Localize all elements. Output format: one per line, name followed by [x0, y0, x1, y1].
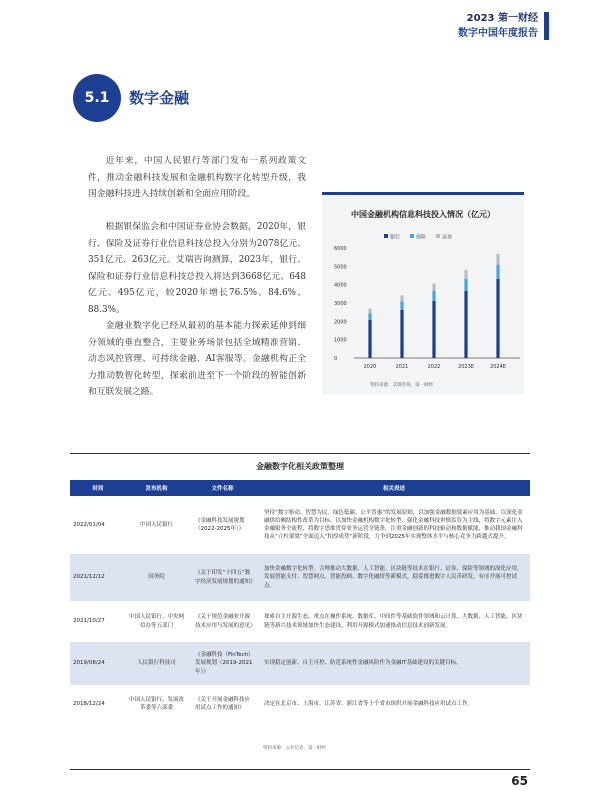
table-row [70, 642, 530, 685]
cell-date: 2019/08/24 [70, 642, 126, 685]
header-subtitle: 数字中国年度报告 [458, 28, 538, 39]
column-header-doc: 文件名称 [187, 480, 258, 496]
x-tick-label: 2020 [363, 364, 377, 370]
cell-doc: 《关于规范金融业开源技术应用与发展的意见》 [195, 614, 256, 629]
running-header [458, 11, 538, 41]
column-header-date: 时间 [70, 480, 126, 496]
y-tick-label: 5000 [334, 264, 347, 271]
stacked-bar-chart [322, 226, 524, 376]
bar-segment-证券 [464, 270, 467, 279]
column-header-org: 发布机构 [126, 480, 187, 496]
policy-table [70, 480, 530, 723]
bar-segment-银行 [368, 320, 371, 358]
bar-segment-保险 [368, 313, 371, 319]
bar-segment-银行 [432, 301, 435, 358]
cell-org: 中国人民银行、中央网信办等五部门 [129, 614, 185, 629]
cell-desc: 探索自主开源生态，重点在操作系统、数据库、中间件等基础软件领域和云计算、大数据、人工智能、区块链等新兴技术领域加快生态建设，利用开源模式加速推动信息技术创新发展。 [264, 614, 523, 629]
bar-segment-证券 [432, 284, 435, 291]
chart-title: 中国金融机构信息科技投入情况（亿元） [351, 210, 495, 219]
bar-segment-保险 [432, 291, 435, 301]
paragraph-1: 近年来，中国人民银行等部门发布一系列政策文件，推动金融科技发展和金融机构数字化转型升级，我国金融科技进入持续创新和全面应用阶段。 [88, 156, 306, 200]
chart-source: 资料来源：艾瑞咨询，第一财经 [370, 383, 433, 388]
bar-segment-证券 [496, 254, 499, 265]
x-tick-label: 2021 [395, 364, 409, 370]
x-tick-label: 2024E [490, 364, 506, 370]
cell-desc: 坚持“数字驱动、智慧为民、绿色低碳、公平普惠”的发展原则，以加强金融数据要素应用为基础，以深化金融供给侧结构性改革为目标，以加快金融机构数字化转型、强化金融科技审慎监管为主线，将数字元素注入金融服务全流程，将数字思维贯穿业务运营全链条，注重金融创新的科技驱动和数据赋能，推动我国金融科技从“立柱架梁”全面迈入“积厚成势”新阶段，力争到2025年实现整体水平与核心竞争力跨越式提升。 [264, 509, 523, 541]
cell-org: 中国人民银行、发展改革委等六部委 [129, 696, 185, 711]
cell-doc: 《关于印发“十四五”数字经济发展规划的通知》 [187, 554, 258, 601]
bar-segment-保险 [400, 302, 403, 310]
x-tick-label: 2022 [427, 364, 441, 370]
cell-doc: 《关于开展金融科技应用试点工作的通知》 [195, 696, 251, 711]
legend-label: 保险 [416, 234, 427, 241]
cell-desc: 实现稳定创新、自主可控、防范系统性金融风险作为金融IT基础建设的关键目标。 [258, 642, 530, 685]
legend-swatch [436, 234, 440, 238]
bar-segment-证券 [400, 295, 403, 301]
table-title: 金融数字化相关政策整理 [256, 462, 344, 471]
table-row [70, 601, 530, 642]
header-title: 2023 第一财经 [466, 13, 538, 24]
y-tick-label: 2000 [334, 319, 347, 326]
table-row [70, 685, 530, 723]
bar-segment-银行 [496, 279, 499, 358]
y-tick-label: 1000 [334, 337, 347, 344]
y-tick-label: 0 [334, 356, 338, 362]
table-row [70, 496, 530, 554]
y-tick-label: 3000 [334, 301, 347, 307]
cell-org: 国务院 [126, 554, 187, 601]
cell-date: 2018/12/24 [73, 700, 105, 707]
header-accent-bar [544, 12, 549, 40]
table-row [70, 554, 530, 601]
column-header-desc: 相关表述 [258, 480, 530, 496]
x-tick-label: 2023E [458, 364, 474, 370]
legend-swatch [410, 234, 414, 238]
section-number-badge: 5.1 [73, 74, 121, 122]
cell-date: 2021/10/27 [73, 618, 105, 625]
table-top-rule [70, 453, 530, 454]
page-bottom-rule [70, 769, 530, 770]
bar-segment-银行 [400, 310, 403, 358]
page-number: 65 [511, 774, 528, 788]
legend-label: 银行 [390, 234, 401, 241]
legend-swatch [384, 234, 388, 238]
paragraph-3: 金融业数字化已经从最初的基本能力探索延伸到细分领域的垂直整合，主要业务场景包括全域精准营销、动态风控管理、可持续金融、AI客服等。金融机构正全力推动数智化转型，探索前进至下一个阶段的智能创新和互联发展之路。 [88, 321, 306, 398]
cell-date: 2021/12/12 [70, 554, 126, 601]
section-title: 数字金融 [129, 89, 190, 107]
cell-org: 人民银行科技司 [126, 642, 187, 685]
bar-segment-保险 [464, 279, 467, 291]
y-tick-label: 4000 [334, 282, 347, 289]
bar-segment-银行 [464, 291, 467, 358]
legend-label: 证券 [442, 234, 453, 241]
cell-doc: 《金融科技（FinTech）发展规划（2019-2021年）》 [187, 642, 258, 685]
table-source: 资料来源：公开信息，第一财经 [263, 746, 326, 751]
cell-desc: 决定在北京市、上海市、江苏省、浙江省等十个省市组织开展金融科技应用试点工作。 [264, 700, 474, 707]
paragraph-2: 根据银保监会和中国证券业协会数据，2020年，银行、保险及证券行业信息科技总投入分别为2078亿元、351亿元、263亿元。艾瑞咨询测算，2023年，银行、保险和证券行业信息科技总投入将达到3668亿元、648亿元、495亿元，较2020年增长76.5%、84.6%、88.3%。 [88, 222, 306, 315]
bar-segment-保险 [496, 265, 499, 279]
cell-date: 2022/01/04 [73, 521, 105, 528]
bar-segment-证券 [368, 309, 371, 314]
cell-org: 中国人民银行 [139, 521, 173, 528]
chart-top-bar [322, 192, 524, 195]
cell-doc: 《金融科技发展规划（2022-2025年）》 [195, 517, 245, 532]
cell-desc: 加快金融数字化转型。合理推动大数据、人工智能、区块链等技术在银行、证券、保险等领域的深化应用，发展智能支付、智慧网点、智能投顾、数字化融资等新模式，稳妥推进数字人民币研发，有序开展可控试点。 [258, 554, 530, 601]
y-tick-label: 6000 [334, 246, 347, 252]
